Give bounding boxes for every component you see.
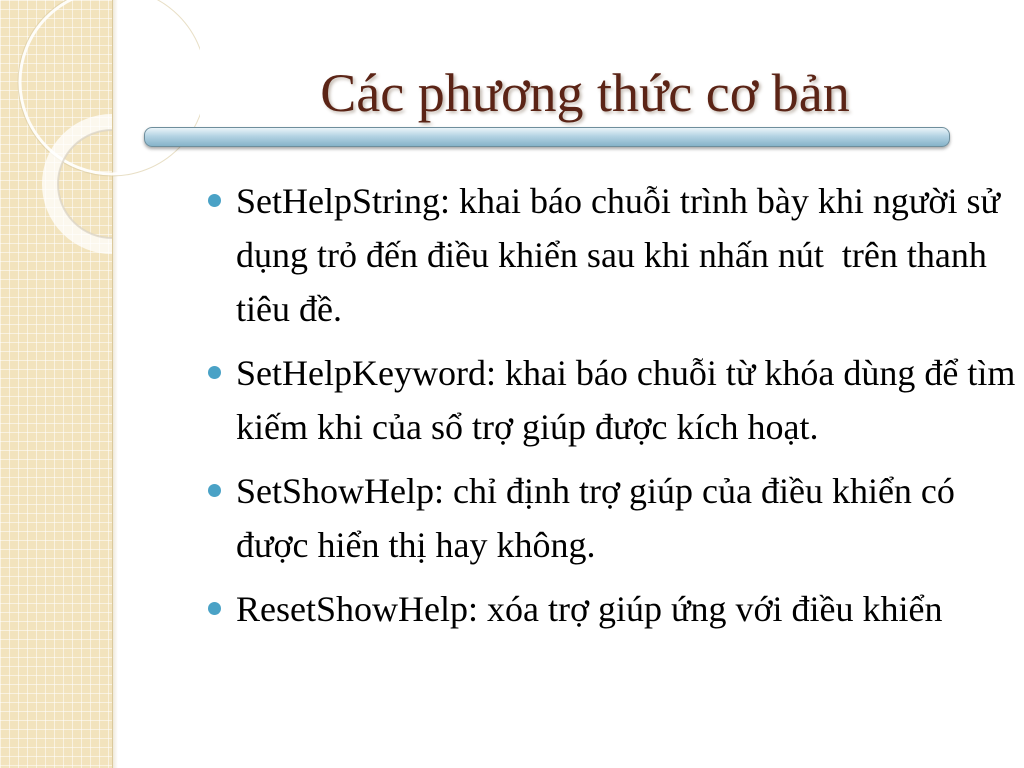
bullet-text: ResetShowHelp: xóa trợ giúp ứng với điều khiển [236, 589, 943, 629]
slide-title: Các phương thức cơ bản [320, 63, 850, 123]
bullet-item [208, 464, 1018, 572]
bullet-text: SetHelpString: khai báo chuỗi trình bày khi người sử dụng trỏ đến điều khiển sau khi nhấn nút trên thanh tiêu đề. [236, 181, 1009, 329]
bullet-dot-icon [208, 484, 221, 497]
bullet-item [208, 174, 1018, 336]
bullet-dot-icon [208, 194, 221, 207]
decorative-circles-icon [0, 0, 200, 300]
bullet-dot-icon [208, 366, 221, 379]
bullet-text: SetHelpKeyword: khai báo chuỗi từ khóa dùng để tìm kiếm khi của sổ trợ giúp được kích hoạt. [236, 353, 1024, 447]
bullet-list [208, 174, 1024, 646]
title-underline-bar [144, 127, 950, 147]
bullet-text: SetShowHelp: chỉ định trợ giúp của điều khiển có được hiển thị hay không. [236, 471, 964, 565]
bullet-dot-icon [208, 602, 221, 615]
bullet-item [208, 582, 1018, 636]
bullet-item [208, 346, 1024, 454]
